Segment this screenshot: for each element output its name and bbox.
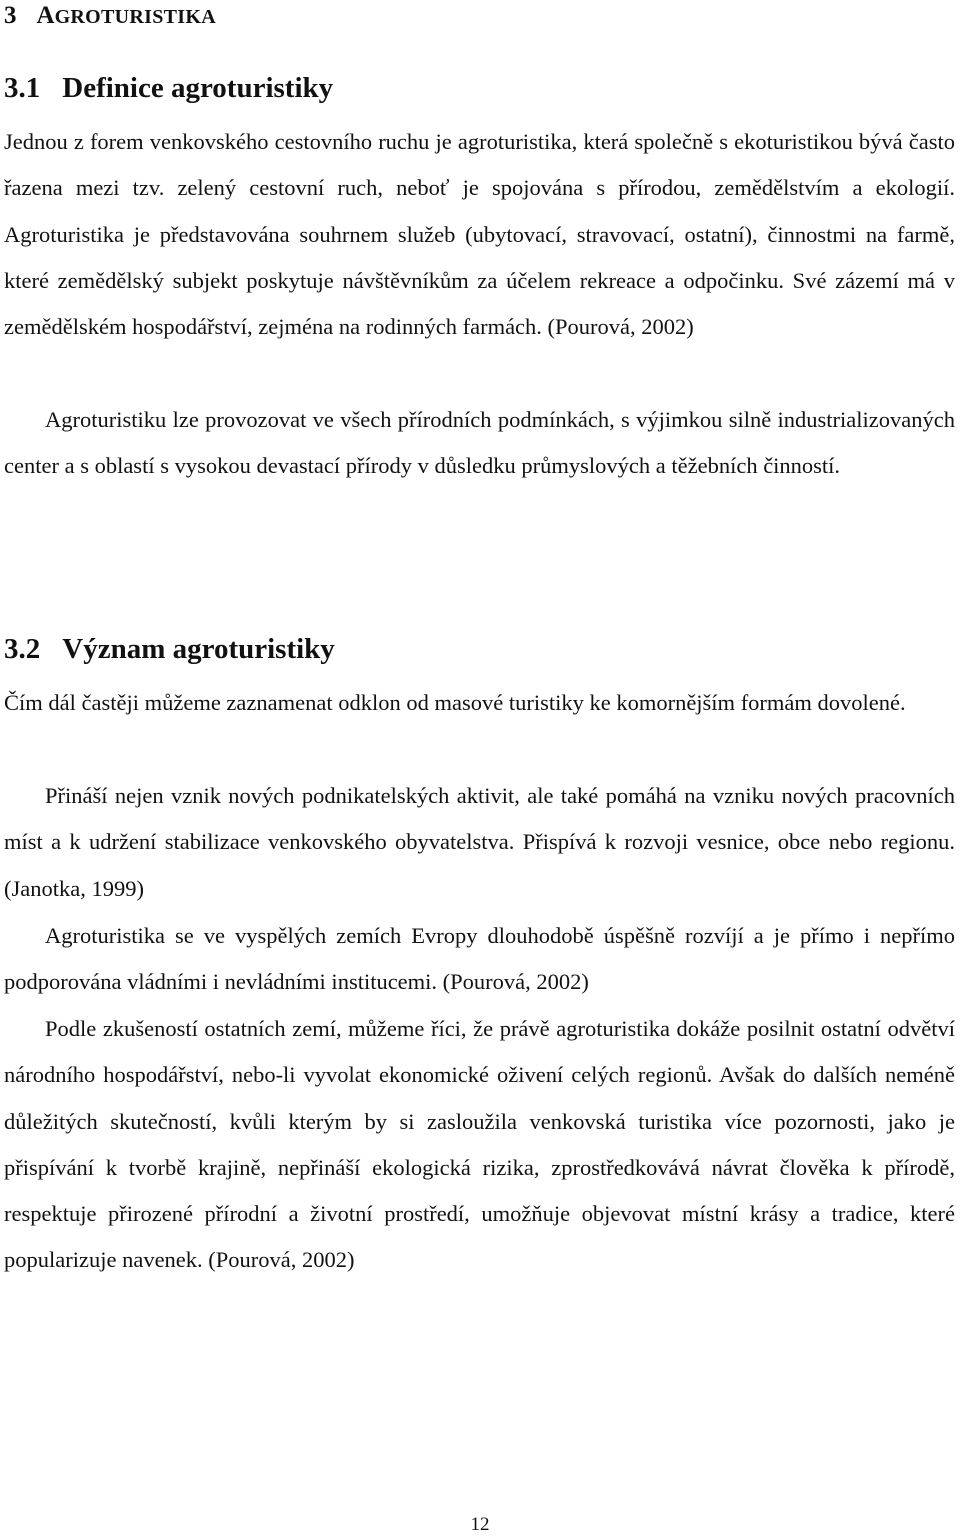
paragraph: Agroturistiku lze provozovat ve všech přírodních podmínkách, s výjimkou silně industrializovaných center a s oblastí s vysokou devastací přírody v důsledku průmyslových a těžebních činností. (4, 407, 955, 479)
section-heading-vyznam (4, 632, 335, 666)
chapter-heading (4, 0, 216, 33)
paragraph: Podle zkušeností ostatních zemí, můžeme říci, že právě agroturistika dokáže posilnit ostatní odvětví národního hospodářství, nebo-li vyvolat ekonomické oživení celých regionů. Avšak do dalších neméně důležitých skutečností, kvůli kterým by si zasloužila venkovská turistika více pozornosti, jako je přispívání k tvorbě krajině, nepřináší ekologická rizika, zprostředkovává návrat člověka k přírodě, respektuje přirozené přírodní a životní prostředí, umožňuje objevovat místní krásy a tradice, které popularizuje navenek. (Pourová, 2002) (4, 1016, 955, 1273)
section-number: 3.2 (4, 633, 41, 665)
chapter-title-rest: GROTURISTIKA (54, 6, 216, 28)
section-title: Definice agroturistiky (62, 72, 334, 104)
section-number: 3.1 (4, 72, 41, 104)
paragraph: Agroturistika se ve vyspělých zemích Evropy dlouhodobě úspěšně rozvíjí a je přímo i nepřímo podporována vládními i nevládními institucemi. (Pourová, 2002) (4, 923, 955, 995)
paragraph: Přináší nejen vznik nových podnikatelských aktivit, ale také pomáhá na vzniku nových pracovních míst a k udržení stabilizace venkovského obyvatelstva. Přispívá k rozvoji vesnice, obce nebo regionu. (Janotka, 1999) (4, 783, 955, 901)
section-title: Význam agroturistiky (62, 633, 335, 665)
page-number: 12 (470, 1514, 490, 1535)
chapter-number: 3 (4, 2, 17, 29)
paragraph: Čím dál častěji můžeme zaznamenat odklon od masové turistiky ke komornějším formám dovolené. (4, 690, 906, 715)
chapter-title-initial: A (36, 2, 55, 29)
paragraph: Jednou z forem venkovského cestovního ruchu je agroturistika, která společně s ekoturistikou bývá často řazena mezi tzv. zelený cestovní ruch, neboť je spojována s přírodou, zemědělstvím a ekologií. Agroturistika je představována souhrnem služeb (ubytovací, stravovací, ostatní), činnostmi na farmě, které zemědělský subjekt poskytuje návštěvníkům za účelem rekreace a odpočinku. Své zázemí má v zemědělském hospodářství, zejména na rodinných farmách. (Pourová, 2002) (4, 129, 955, 340)
section-heading-definice (4, 71, 333, 105)
